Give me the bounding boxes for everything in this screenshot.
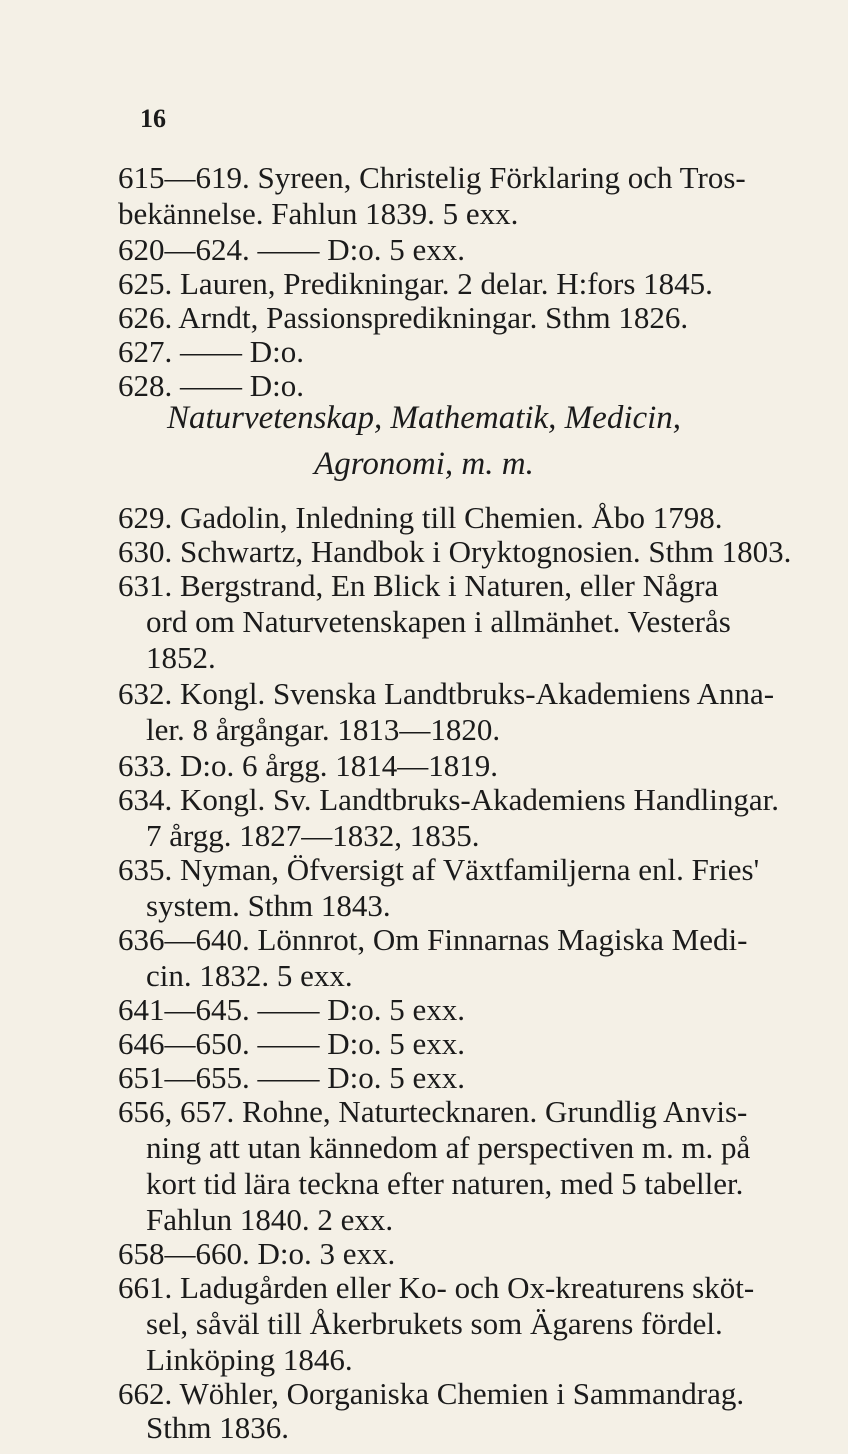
list-item [118,1026,794,1062]
list-item [118,1094,794,1238]
list-item [118,852,794,924]
entry-line: sel, såväl till Åkerbrukets som Ägarens fördel. [146,1306,723,1341]
entry-line: 1852. [146,640,216,675]
entry-line: ning att utan kännedom af perspectiven m. m. på [146,1130,751,1165]
entry-line: 632. Kongl. Svenska Landtbruks-Akademiens Anna- [118,676,775,711]
entry-line: 641—645. —— D:o. 5 exx. [118,992,466,1027]
list-item [118,232,794,268]
list-item [118,1060,794,1096]
section-subheading: Agronomi, m. m. [314,446,534,482]
list-item [118,534,794,570]
entry-line: 633. D:o. 6 årgg. 1814—1819. [118,748,499,783]
entry-line: 658—660. D:o. 3 exx. [118,1236,396,1271]
list-item [118,922,794,994]
entry-line: 631. Bergstrand, En Blick i Naturen, eller Några [118,568,719,603]
list-item [118,1376,794,1412]
entry-line: Sthm 1836. [146,1410,289,1445]
entry-line: 634. Kongl. Sv. Landtbruks-Akademiens Handlingar. [118,782,779,817]
entry-line: 7 årgg. 1827—1832, 1835. [146,818,480,853]
entry-line: kort tid lära teckna efter naturen, med 5 tabeller. [146,1166,744,1201]
list-item [118,568,794,676]
page-number: 16 [140,104,166,133]
entry-line: 651—655. —— D:o. 5 exx. [118,1060,466,1095]
entry-line: 629. Gadolin, Inledning till Chemien. Åbo 1798. [118,500,723,535]
entry-line: 662. Wöhler, Oorganiska Chemien i Sammandrag. [118,1376,745,1411]
entry-line: 627. —— D:o. [118,334,304,369]
list-item [118,676,794,748]
section-heading: Naturvetenskap, Mathematik, Medicin, [166,400,682,436]
list-item [118,266,794,302]
entry-line: 628. —— D:o. [118,368,304,403]
entry-line: cin. 1832. 5 exx. [146,958,353,993]
entry-line: 661. Ladugården eller Ko- och Ox-kreaturens sköt- [118,1270,755,1305]
list-item [118,300,794,336]
list-item [118,1270,794,1378]
entry-line: 620—624. —— D:o. 5 exx. [118,232,466,267]
entry-line: 630. Schwartz, Handbok i Oryktognosien. Sthm 1803. [118,534,792,569]
list-item [118,160,794,232]
entry-line: ler. 8 årgångar. 1813—1820. [146,712,501,747]
list-item [118,334,794,370]
list-item [118,500,794,536]
entry-line: bekännelse. Fahlun 1839. 5 exx. [118,196,519,231]
entry-line: 646—650. —— D:o. 5 exx. [118,1026,466,1061]
entry-line: 636—640. Lönnrot, Om Finnarnas Magiska Medi- [118,922,748,957]
list-item [118,748,794,784]
entry-line: 625. Lauren, Predikningar. 2 delar. H:fors 1845. [118,266,713,301]
entry-line: 626. Arndt, Passionspredikningar. Sthm 1826. [118,300,689,335]
entry-line: Linköping 1846. [146,1342,353,1377]
list-item [118,1236,794,1272]
entry-line: system. Sthm 1843. [146,888,391,923]
entry-line: ord om Naturvetenskapen i allmänhet. Vesterås [146,604,731,639]
entry-line: Fahlun 1840. 2 exx. [146,1202,394,1237]
entry-line: 656, 657. Rohne, Naturtecknaren. Grundlig Anvis- [118,1094,748,1129]
list-item [118,1410,794,1446]
entry-line: 615—619. Syreen, Christelig Förklaring och Tros- [118,160,746,195]
list-item [118,992,794,1028]
entry-line: 635. Nyman, Öfversigt af Växtfamiljerna enl. Fries' [118,852,760,887]
list-item [118,782,794,854]
